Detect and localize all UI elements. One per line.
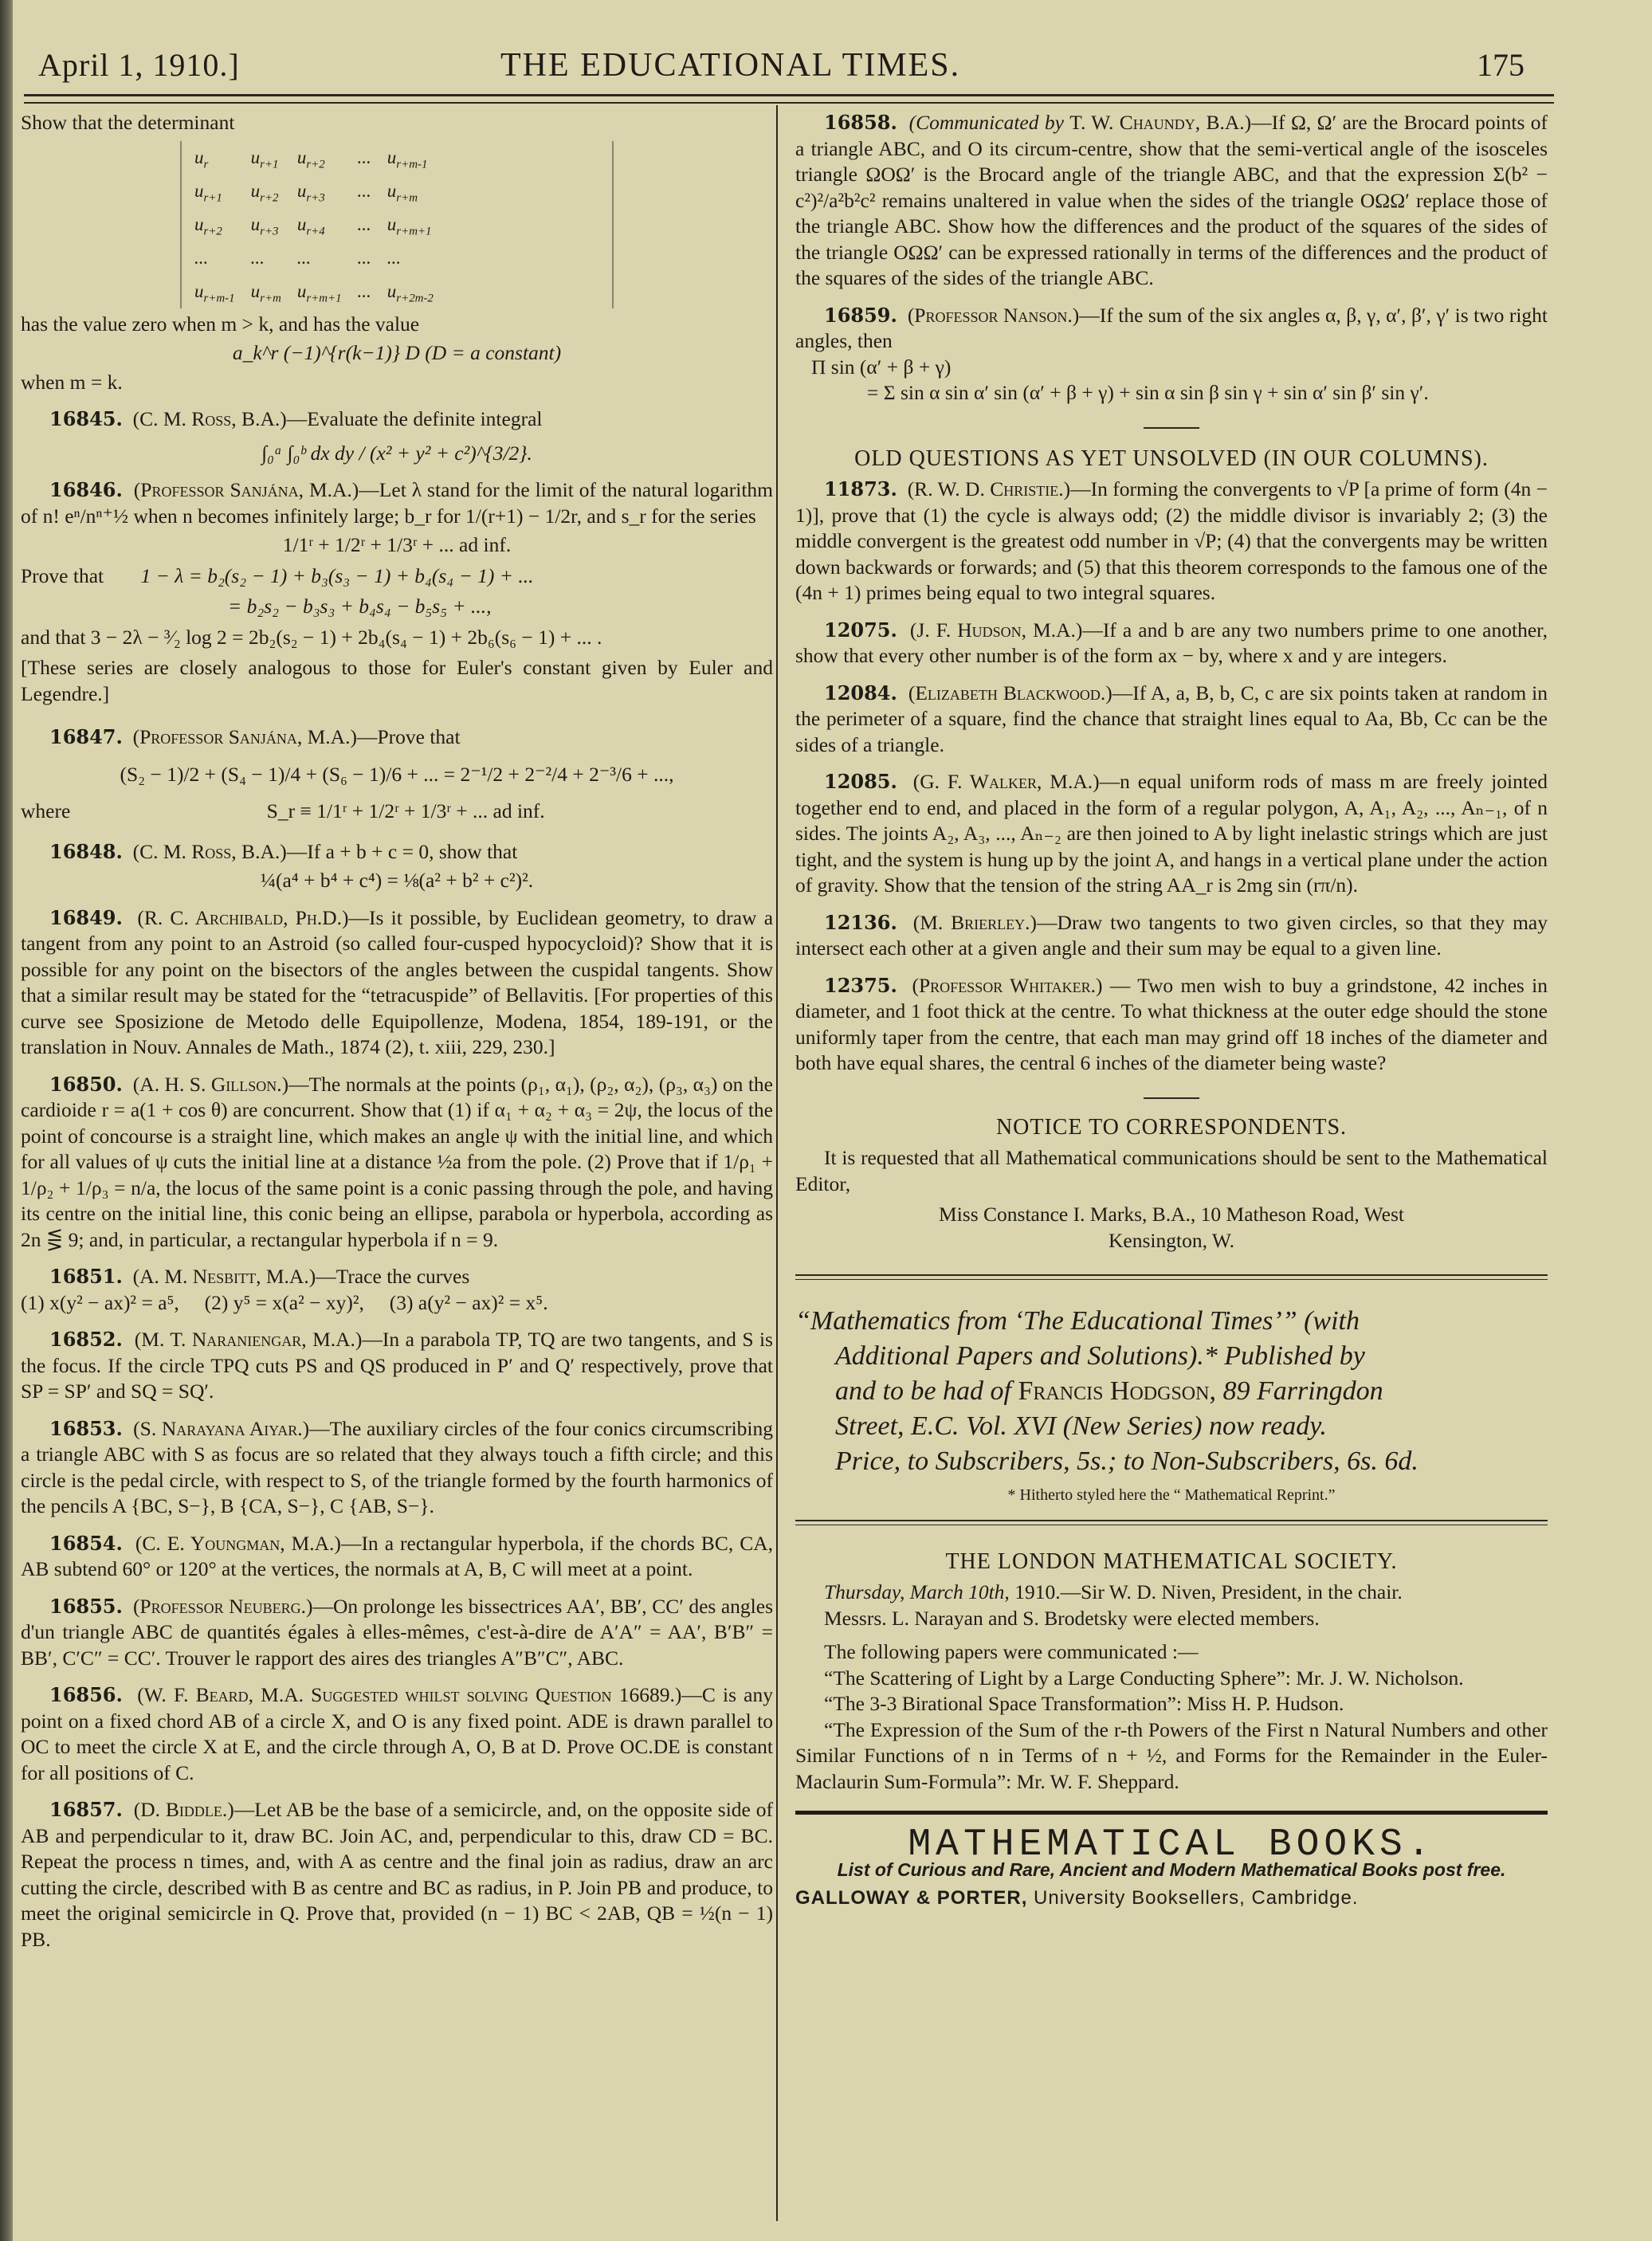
column-divider [776,105,778,2221]
prove-equation-1 [21,563,773,590]
question-text: —On prolonge les bissectrices AA′, BB′, CC′ des angles d'un triangle ABC de quantités égales à elles-mêmes, c'est-à-dire de A′A″ = AA′, B′B″ = BB′, C′C″ = CC′. Trouver le rapport des aires des triangles A″B″C″, ABC. [21,1594,773,1670]
lms-meeting-date [795,1580,1548,1606]
question-text: —The normals at the points (ρ₁, α₁), (ρ₂, α₂), (ρ₃, α₃) on the cardioide r = a(1 + cos θ) are concurrent. Show that (1) if α₁ + α₂ + α₃ = 2ψ, the locus of the point of concourse is a straight line, which makes an angle ψ with the initial line, and which for all values of ψ cuts the initial line at a distance ½a from the pole. (2) Prove that if 1/ρ₁ + 1/ρ₂ + 1/ρ₃ = n/a, the locus of the same point is a conic passing through the pole, and having its centre on the initial line, this conic being an ellipse, parabola or hyperbola, according as 2n ⋚ 9; and, in particular, a rectangular hyperbola if n = 9. [21,1072,773,1251]
determinant-cell: $u_{r+m-1}$ [387,147,428,171]
question-16852 [21,1327,773,1405]
section-rule [1144,1097,1199,1099]
question-author: (R. C. Archibald, Ph.D.) [137,905,349,929]
determinant-cell: ... [250,247,265,268]
question-text: —Trace the curves [316,1265,470,1288]
section-rule [795,1274,1548,1276]
determinant-cell: $u_{r+1}$ [194,180,222,205]
header-rule-secondary [24,102,1554,104]
question-number: 16849. [49,905,123,929]
question-number: 16847. [49,725,123,748]
question-text: —The auxiliary circles of the four conics circumscribing a triangle ABC with S as focus are so related that they always touch a fifth circle; and this circle is the pedal circle, with respect to S, of the triangle formed by the fourth harmonics of the pencils A {BC, S−}, B {CA, S−}, C {AB, S−}. [21,1416,774,1517]
old-questions-heading: OLD QUESTIONS AS YET UNSOLVED (IN OUR COLUMNS). [854,445,1489,471]
determinant-row [190,275,445,308]
question-16849 [21,905,773,1061]
question-author-prefix: (Communicated by [908,111,1064,134]
question-author: (Professor Sanjána, M.A.) [133,478,359,501]
question-number: 16851. [49,1265,123,1288]
books-advert-title: MATHEMATICAL BOOKS. [908,1823,1435,1866]
determinant-cell: $u_{r+3}$ [250,214,279,238]
question-16846 [21,477,773,529]
question-text: —n equal uniform rods of mass m are freely jointed together end to end, and placed in the form of a regular polygon, A, A₁, A₂, ..., Aₙ₋₁, of n sides. The joints A₂, A₃, ..., Aₙ₋₂ are then joined to A by light inelastic strings which are just tight, and the system is hung up by the joint A, and hangs in a vertical plane under the action of gravity. Show that the tension of the string AA_r is 2mg sin (rπ/n). [795,770,1548,897]
question-16856 [21,1682,773,1786]
determinant-cell: $u_{r+m}$ [387,180,418,205]
determinant-cell: $u_r$ [194,147,209,171]
question-text: —Let AB be the base of a semicircle, and, on the opposite side of AB and perpendicular to it, draw BC. Join AC, and, perpendicular to this, draw CD = BC. Repeat the process n times, and, with A as centre and the final join as radius, draw an arc cutting the circle, described with B as centre and BC as radius, in P. Join PB and produce, to meet the original semicircle in Q. Prove that, provided (n − 1) BC < 2AB, QB = ½(n − 1) PB. [21,1798,773,1951]
publisher-name: Francis Hodgson, [1018,1376,1216,1406]
question-number: 12375. [824,973,897,997]
determinant-text-2: when m = k. [21,370,123,394]
seller-description: University Booksellers, Cambridge. [1034,1886,1359,1909]
prove-equation-3: and that 3 − 2λ − ³⁄₂ log 2 = 2b₂(s₂ − 1) + 2b₄(s₄ − 1) + 2b₆(s₆ − 1) + ... . [21,625,602,649]
series-formula: 1/1ʳ + 1/2ʳ + 1/3ʳ + ... ad inf. [282,533,512,556]
determinant-cell: ... [357,247,371,268]
question-text: —Draw two tangents to two given circles, so that they may intersect each other at a given angle and their sum may be equal to a given line. [795,910,1548,960]
lms-paper: “The Scattering of Light by a Large Conducting Sphere”: Mr. J. W. Nicholson. [824,1666,1464,1690]
determinant-row [190,241,445,275]
question-12085 [795,769,1548,899]
question-text: —In a parabola TP, TQ are two tangents, and S is the focus. If the circle TPQ cuts PS and QS produced in P′ and Q′ respectively, prove that SP = SP′ and SQ = SQ′. [21,1328,773,1403]
question-16847 [21,724,773,751]
determinant-cell: $u_{r+2m-2}$ [387,281,434,305]
editor-address-line: Miss Constance I. Marks, B.A., 10 Matheson Road, West [939,1203,1404,1226]
determinant-cell: ... [296,247,312,268]
question-author: (D. Biddle.) [133,1798,234,1821]
product-sine-lhs: Π sin (α′ + β + γ) [811,355,952,379]
question-author: T. W. Chaundy, B.A.) [1069,111,1252,134]
advert-line: “Mathematics from ‘The Educational Times’” (with [795,1306,1360,1336]
question-number: 16850. [49,1072,123,1096]
question-16853 [21,1416,773,1520]
question-text: —In a rectangular hyperbola, if the chords BC, CA, AB subtend 60° or 120° at the vertices, the normals at A, B, C will meet at a point. [21,1531,774,1580]
determinant-cell: $u_{r+2}$ [250,180,279,205]
question-author: (M. T. Naraniengar, M.A.) [134,1328,363,1351]
question-number: 12084. [824,681,897,704]
determinant-row [190,175,445,208]
determinant-cell: ... [194,247,209,268]
sum-equation: (S₂ − 1)/2 + (S₄ − 1)/4 + (S₆ − 1)/6 + ... = 2⁻¹/2 + 2⁻²/4 + 2⁻³/6 + ..., [120,762,674,786]
question-12075 [795,618,1548,669]
advert-text: 89 Farringdon [1222,1376,1383,1406]
books-advert-subtitle: List of Curious and Rare, Ancient and Modern Mathematical Books post free. [837,1858,1506,1880]
section-rule-thick [795,1811,1548,1815]
section-rule [795,1520,1548,1521]
equation: 1 − λ = b₂(s₂ − 1) + b₃(s₃ − 1) + b₄(s₄ − 1) + ... [140,563,534,587]
integral-formula: ∫₀ᵃ ∫₀ᵇ dx dy / (x² + y² + c²)^{3/2}. [261,441,532,465]
notice-heading: NOTICE TO CORRESPONDENTS. [995,1114,1348,1140]
question-text: —In forming the convergents to √P [a prime of form (4n − 1)], prove that (1) the cycle is always odd; (2) the middle divisor is invariably 2; (3) the middle convergent is the greatest odd number in √P; (4) that the convergents may be written down backwards or forwards; and (5) that this theorem corresponds to the famous one of the (4n + 1) primes being equal to two integral squares. [795,477,1548,604]
question-16845 [21,406,773,433]
prove-label: Prove that [21,563,104,587]
question-12375 [795,973,1548,1077]
right-column [795,110,1548,1911]
question-12084 [795,681,1548,759]
question-author: (R. W. D. Christie.) [907,477,1071,500]
series-note: [These series are closely analogous to those for Euler's constant given by Euler and Legendre.] [21,656,773,705]
lms-papers-intro: The following papers were communicated :— [824,1640,1199,1663]
question-text: — Two men wish to buy a grindstone, 42 inches in diameter, and 1 foot thick at the centre. To what thickness at the outer edge should the stone uniformly taper from the centre, that each man may grind off 18 inches of the diameter and both have equal shares, the central 6 inches of the diameter being waste? [795,973,1548,1074]
determinant-cell: $u_{r+1}$ [250,147,279,171]
determinant-cell: ... [357,180,371,201]
page-header [22,41,1568,89]
question-author: (M. Brierley.) [912,910,1038,934]
meeting-text: 1910.—Sir W. D. Niven, President, in the chair. [1014,1580,1403,1603]
editor-address-2: Kensington, W. [1109,1228,1234,1252]
determinant-row [190,141,445,175]
question-author: (C. M. Ross, B.A.) [132,839,287,863]
determinant-row [190,208,445,241]
reprint-advertisement [795,1304,1548,1479]
question-16854 [21,1531,773,1583]
question-number: 16854. [49,1531,123,1555]
question-text: —If the sum of the six angles α, β, γ, α′, β′, γ′ is two right angles, then [795,303,1548,352]
question-text: —If a + b + c = 0, show that [286,839,518,863]
determinant-cell: $u_{r+m}$ [250,281,281,305]
question-number: 16848. [49,839,123,863]
question-number: 16859. [824,303,897,327]
question-number: 16857. [49,1798,123,1821]
question-16859 [795,303,1548,355]
question-author: (A. M. Nesbitt, M.A.) [132,1265,316,1288]
prove-equation-2: = b₂s₂ − b₃s₃ + b₄s₄ − b₅s₅ + ..., [228,595,492,618]
question-12136 [795,910,1548,962]
question-author: (S. Narayana Aiyar.) [133,1416,310,1440]
curves-equations: (1) x(y² − ax)² = a⁵, (2) y⁵ = x(a² − xy)², (3) a(y² − ax)² = x⁵. [21,1290,548,1314]
question-16858 [795,110,1548,292]
determinant-cell: ... [357,147,371,167]
question-16848 [21,839,773,865]
page-number: 175 [1477,47,1524,83]
section-rule-secondary [795,1279,1548,1280]
question-author: (Elizabeth Blackwood.) [908,681,1112,704]
lms-elected: Messrs. L. Narayan and S. Brodetsky were elected members. [824,1606,1320,1630]
advert-footnote: * Hitherto styled here the “ Mathematical Reprint.” [1007,1486,1336,1504]
books-advert-seller [795,1886,1548,1912]
determinant-cell: $u_{r+4}$ [296,214,325,238]
where-equation [21,799,773,825]
journal-title: THE EDUCATIONAL TIMES. [500,47,961,84]
determinant-cell: ... [357,281,371,301]
lms-paper: “The Expression of the Sum of the r-th Powers of the First n Natural Numbers and other Similar Functions of n in Terms of n + ½, and Forms for the Remainder in the Euler-Maclaurin Sum-Formula”: Mr. W. F. Sheppard. [795,1717,1548,1793]
determinant-value: a_k^r (−1)^{r(k−1)} D (D = a constant) [232,341,562,364]
determinant-text-1: has the value zero when m > k, and has the value [21,312,420,336]
question-text: —Evaluate the definite integral [286,407,543,430]
advert-line: Price, to Subscribers, 5s.; to Non-Subscribers, 6s. 6d. [835,1446,1419,1476]
question-number: 16855. [49,1594,123,1618]
advert-line: Street, E.C. Vol. XVI (New Series) now ready. [835,1411,1327,1441]
advert-line [795,1374,1548,1409]
determinant-cell: $u_{r+m+1}$ [387,214,432,238]
question-author: (C. M. Ross, B.A.) [132,407,287,430]
product-sine-rhs: = Σ sin α sin α′ sin (α′ + β + γ) + sin α sin β sin γ + sin α′ sin β′ sin γ′. [867,381,1429,404]
meeting-date: Thursday, March 10th, [824,1580,1010,1603]
quartic-identity: ¼(a⁴ + b⁴ + c⁴) = ⅛(a² + b² + c²)². [260,869,534,892]
question-author: (J. F. Hudson, M.A.) [909,618,1083,642]
question-number: 12075. [824,618,897,642]
question-16857 [21,1797,773,1953]
question-16851 [21,1264,773,1290]
determinant-cell: $u_{r+3}$ [296,180,325,205]
question-16855 [21,1594,773,1672]
question-author: (Professor Neuberg.) [132,1594,313,1618]
notice-text: It is requested that all Mathematical communications should be sent to the Mathematical Editor, [795,1146,1548,1195]
lms-heading: THE LONDON MATHEMATICAL SOCIETY. [945,1548,1398,1574]
question-author: (Professor Whitaker.) [912,973,1103,997]
question-number: 16852. [49,1328,123,1351]
issue-date: April 1, 1910.] [38,47,240,83]
question-number: 12136. [824,910,897,934]
question-author: (A. H. S. Gillson.) [132,1072,289,1096]
header-rule [24,94,1554,96]
book-spine-edge [0,0,13,2241]
question-16850 [21,1072,773,1254]
lms-paper: “The 3-3 Birational Space Transformation”: Miss H. P. Hudson. [824,1692,1344,1715]
question-author: (C. E. Youngman, M.A.) [135,1531,341,1555]
determinant-cell: $u_{r+2}$ [296,147,325,171]
determinant-matrix [180,141,614,308]
where-label: where [21,799,71,822]
question-number: 16856. [49,1683,123,1706]
question-number: 16846. [49,478,123,501]
determinant-cell: ... [357,214,371,234]
question-number: 16845. [49,407,123,430]
question-author: (G. F. Walker, M.A.) [912,770,1100,793]
question-number: 16858. [824,111,897,134]
advert-text: and to be had of [835,1376,1011,1406]
question-text: —Prove that [356,725,461,748]
question-11873 [795,477,1548,606]
question-text: —If a and b are any two numbers prime to one another, show that every other number is of the form ax − by, where x and y are integers. [795,618,1548,667]
determinant-cell: $u_{r+2}$ [194,214,222,238]
question-author: (W. F. Beard, M.A. Suggested whilst solving Question 16689.) [137,1683,682,1706]
advert-line: Additional Papers and Solutions).* Published by [835,1341,1365,1371]
determinant-cell: ... [387,247,402,268]
question-number: 16853. [49,1416,123,1440]
left-column [21,110,773,1953]
equation: S_r ≡ 1/1ʳ + 1/2ʳ + 1/3ʳ + ... ad inf. [266,799,545,822]
editor-address-1 [795,1202,1548,1228]
question-text: —C is any point on a fixed chord AB of a circle X, and O is any fixed point. ADE is drawn parallel to OC to meet the circle X at E, and the circle through A, O, B at D. Prove OC.DE is constant for all positions of C. [21,1683,774,1784]
section-rule [1144,427,1199,429]
question-text: —If A, a, B, b, C, c are six points taken at random in the perimeter of a square, find the chance that straight lines equal to Aa, Bb, Cc can be the sides of a triangle. [795,681,1548,756]
determinant-intro: Show that the determinant [21,111,235,134]
determinant-cell: $u_{r+m+1}$ [296,281,342,305]
seller-name: GALLOWAY & PORTER, [795,1886,1028,1909]
question-number: 11873. [824,477,897,500]
question-text: —If Ω, Ω′ are the Brocard points of a triangle ABC, and O its circum-centre, show that the semi-vertical angle of the isosceles triangle ΩOΩ′ is the Brocard angle of the triangle ABC, and that the expression Σ(b² − c²)²/a²b²c² remains unaltered in value when the sides of the triangle OΩΩ′ replace those of the triangle ABC. Show how the differences and the product of the squares of the sides of the triangle OΩΩ′ can be expressed rationally in terms of the differences and the product of the squares of the sides of the triangle ABC. [795,111,1548,289]
question-text: —Let λ stand for the limit of the natural logarithm of n! eⁿ/nⁿ⁺½ when n becomes infinitely large; b_r for 1/(r+1) − 1/2r, and s_r for the series [21,478,773,528]
question-author: (Professor Nanson.) [907,303,1080,327]
determinant-cell: $u_{r+m-1}$ [194,281,235,305]
question-author: (Professor Sanjána, M.A.) [132,725,357,748]
question-number: 12085. [824,770,897,793]
question-text: —Is it possible, by Euclidean geometry, to draw a tangent from any point to an Astroid (so called four-cusped hypocycloid)? Show that it is possible for any point on the bisectors of the angles between the cuspidal tangents. Show that a similar result may be stated for the “tetracuspide” of Bellavitis. [For properties of this curve see Sposizione de Metodo delle Equipollenze, Modena, 1854, 189-191, or the translation in Nouv. Annales de Math., 1874 (2), t. xiii, 229, 230.] [21,905,774,1058]
